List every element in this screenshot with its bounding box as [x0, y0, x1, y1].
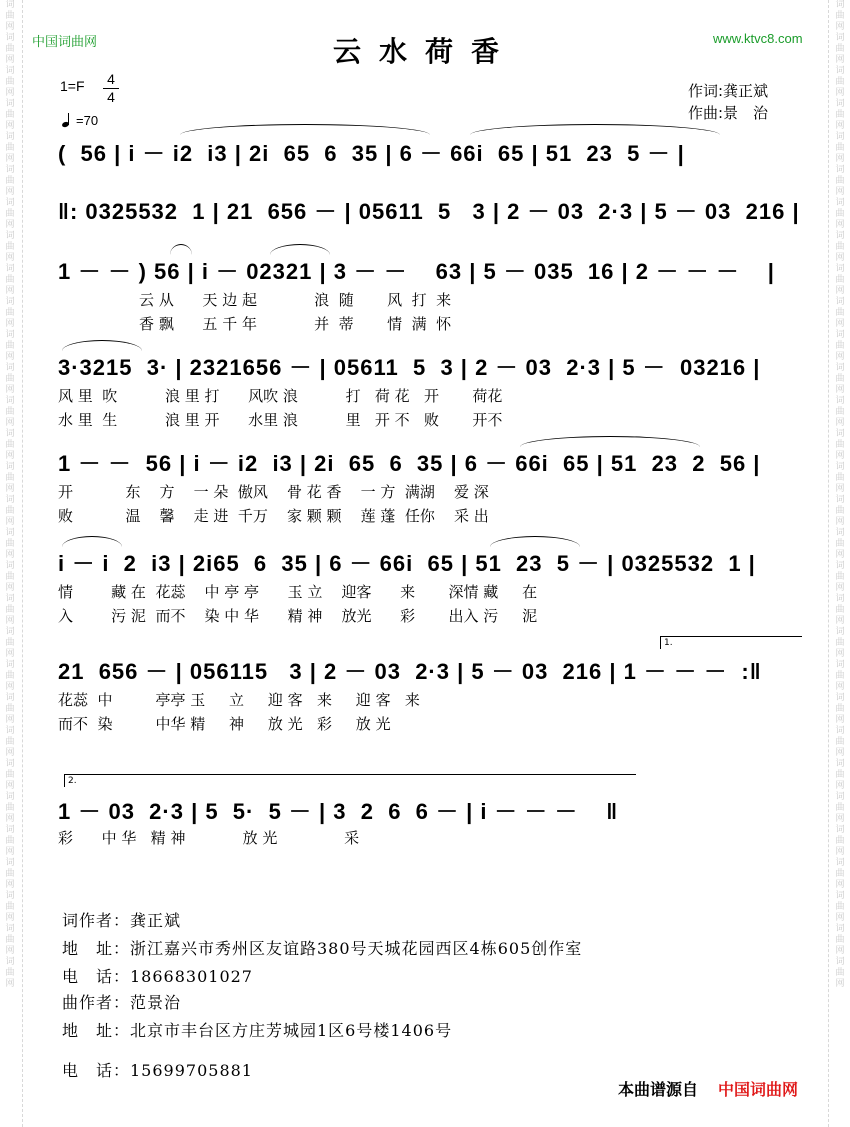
score-row-3: 1 － － ) 56 | i － 02321 | 3 － － 63 | 5 － 035 16 | 2 － － － |	[58, 259, 775, 284]
lyrics-row-7-verse-1: 花蕊 中 亭亭 玉 立 迎 客 来 迎 客 来	[58, 691, 420, 709]
source-label: 本曲谱源自	[618, 1080, 699, 1099]
score-row-4: 3·3215 3· | 2321656 － | 05611 5 3 | 2 － 03 2·3 | 5 － 03216 |	[58, 355, 761, 380]
composer-address: 地 址：北京市丰台区方庄芳城园1区6号楼1406号	[62, 1021, 453, 1040]
lyrics-row-3-verse-1: 云 从 天 边 起 浪 随 风 打 来	[58, 291, 452, 309]
quarter-note-icon	[62, 113, 76, 127]
volta-first-ending: 1.	[660, 636, 802, 649]
lyricist-phone: 电 话：18668301027	[62, 967, 253, 986]
source-note	[618, 1077, 798, 1100]
tempo-value: =70	[76, 113, 99, 128]
lyrics-row-4-verse-2: 水 里 生 浪 里 开 水里 浪 里 开 不 败 开不	[58, 411, 503, 429]
site-url-right: www.ktvc8.com	[713, 31, 803, 46]
lyrics-row-8: 彩 中 华 精 神 放 光 采	[58, 829, 360, 847]
score-row-8: 1 － 03 2·3 | 5 5· 5 － | 3 2 6 6 － | i － － － ‖	[58, 799, 619, 824]
lyricist-name: 词作者：龚正斌	[62, 911, 182, 930]
score-row-5: 1 － － 56 | i － i2 i3 | 2i 65 6 35 | 6 － 66i 65 | 51 23 2 56 |	[58, 451, 761, 476]
composer-phone: 电 话：15699705881	[62, 1061, 253, 1080]
volta-second-ending: 2.	[64, 774, 636, 787]
lyrics-row-5-verse-2: 败 温 馨 走 进 千万 家 颗 颗 莲 蓬 任你 采 出	[58, 507, 489, 525]
score-row-7: 21 656 － | 056115 3 | 2 － 03 2·3 | 5 － 03 216 | 1 － － － :‖	[58, 659, 762, 684]
lyrics-row-6-verse-1: 情 藏 在 花蕊 中 亭 亭 玉 立 迎客 来 深情 藏 在	[58, 583, 538, 601]
score-row-2: ‖: 0325532 1 | 21 656 － | 05611 5 3 | 2 － 03 2·3 | 5 － 03 216 |	[58, 199, 800, 224]
time-top: 4	[107, 71, 115, 87]
lyrics-row-7-verse-2: 而不 染 中华 精 神 放 光 彩 放 光	[58, 715, 391, 733]
lyrics-row-6-verse-2: 入 污 泥 而不 染 中 华 精 神 放光 彩 出入 污 泥	[58, 607, 538, 625]
key-signature	[60, 71, 115, 105]
score-row-1: ( 56 | i － i2 i3 | 2i 65 6 35 | 6 － 66i 65 | 51 23 5 － |	[58, 141, 685, 166]
composer-name: 曲作者：范景治	[62, 993, 182, 1012]
song-title: 云水荷香	[332, 35, 517, 68]
key-label: 1=F	[60, 78, 85, 94]
time-bottom: 4	[107, 89, 115, 105]
lyrics-row-5-verse-1: 开 东 方 一 朵 傲风 骨 花 香 一 方 满湖 爱 深	[58, 483, 489, 501]
lyrics-row-4-verse-1: 风 里 吹 浪 里 打 风吹 浪 打 荷 花 开 荷花	[58, 387, 503, 405]
site-name-left: 中国词曲网	[32, 35, 98, 50]
score-row-6: i － i 2 i3 | 2i65 6 35 | 6 － 66i 65 | 51 23 5 － | 0325532 1 |	[58, 551, 756, 576]
lyrics-row-3-verse-2: 香 飘 五 千 年 并 蒂 情 满 怀	[58, 315, 452, 333]
time-signature	[103, 72, 119, 105]
side-watermark-left: 词曲网词曲网词曲网词曲网词曲网词曲网词曲网词曲网词曲网词曲网词曲网词曲网词曲网词曲网词曲网词曲网词曲网词曲网词曲网词曲网词曲网词曲网词曲网词曲网词曲网词曲网词曲网词曲网词曲网词曲网	[5, 0, 15, 989]
composer-credit: 作曲:景 治	[688, 104, 769, 122]
side-watermark-right: 词曲网词曲网词曲网词曲网词曲网词曲网词曲网词曲网词曲网词曲网词曲网词曲网词曲网词曲网词曲网词曲网词曲网词曲网词曲网词曲网词曲网词曲网词曲网词曲网词曲网词曲网词曲网词曲网词曲网词曲网	[835, 0, 845, 989]
tempo-marking	[62, 113, 98, 128]
source-site[interactable]: 中国词曲网	[718, 1080, 799, 1099]
lyricist-address: 地 址：浙江嘉兴市秀州区友谊路380号天城花园西区4栋605创作室	[62, 939, 583, 958]
lyricist-credit: 作词:龚正斌	[688, 82, 769, 100]
